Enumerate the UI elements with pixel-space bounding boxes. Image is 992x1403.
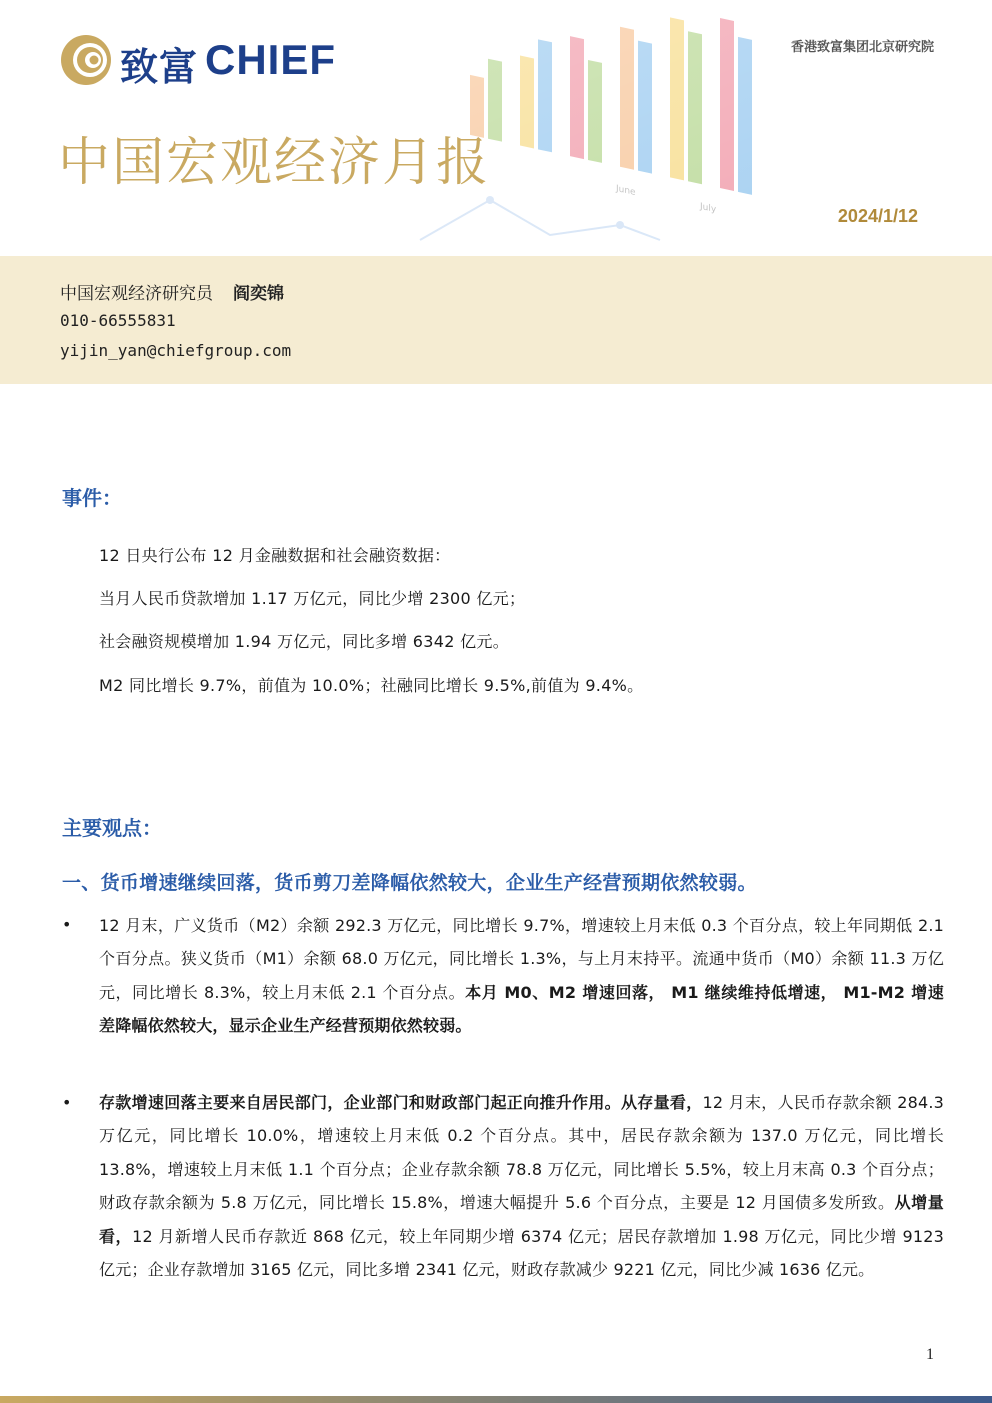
event-line-2: 当月人民币贷款增加 1.17 万亿元，同比少增 2300 亿元； — [99, 589, 526, 608]
event-line-3: 社会融资规模增加 1.94 万亿元，同比多增 6342 亿元。 — [99, 632, 509, 651]
views-subheading: 一、货币增速继续回落，货币剪刀差降幅依然较大，企业生产经营预期依然较弱。 — [62, 872, 757, 894]
deco-month-july: July — [700, 201, 717, 216]
author-name: 阎奕锦 — [233, 284, 284, 304]
logo-text-english: CHIEF — [205, 36, 336, 83]
chief-logo-icon — [60, 34, 112, 86]
deco-month-june: June — [616, 183, 636, 199]
bullet-2-dot: • — [62, 1093, 72, 1112]
bullet-2-text-1: 12 月末，人民币存款余额 284.3 万亿元，同比增长 10.0%，增速较上月末低 0.2 个百分点。其中，居民存款余额为 137.0 万亿元，同比增长 13.8%，增速较上月末低 1.1 个百分点；企业存款余额 78.8 万亿元，同比增长 5.5%，较上月末高 0.3 个百分点；财政存款余额为 5.8 万亿元，同比增长 15.8%，增速大幅提升 5.6 个百分点，主要是 12 月国债多发所致。 — [99, 1093, 945, 1213]
bullet-1-dot: • — [62, 915, 72, 934]
footer-bar — [0, 1396, 992, 1403]
author-line — [60, 279, 284, 304]
event-line-4: M2 同比增长 9.7%，前值为 10.0%；社融同比增长 9.5%,前值为 9.4%。 — [99, 676, 644, 695]
bullet-1-text: 12 月末，广义货币（M2）余额 292.3 万亿元，同比增长 9.7%，增速较上月末低 0.3 个百分点，较上年同期低 2.1 个百分点。狭义货币（M1）余额 68.0 万亿元，同比增长 1.3%，与上月末持平。流通中货币（M0）余额 11.3 万亿元，同比增长 8.3%，较上月末低 2.1 个百分点。 — [99, 916, 944, 1002]
event-line-1: 12 日央行公布 12 月金融数据和社会融资数据： — [99, 546, 451, 565]
views-heading: 主要观点： — [62, 816, 162, 840]
bullet-1-bold: 本月 M0、M2 增速回落， M1 继续维持低增速， M1-M2 增速差降幅依然较大，显示企业生产经营预期依然较弱。 — [99, 982, 944, 1036]
bullet-2-bold-1: 存款增速回落主要来自居民部门，企业部门和财政部门起正向推升作用。从存量看， — [99, 1093, 703, 1112]
logo-text-chinese: 致富 — [120, 45, 199, 89]
bullet-2-bold-2: 从增量看， — [99, 1193, 944, 1246]
report-title: 中国宏观经济月报 — [58, 133, 491, 193]
institute-name: 香港致富集团北京研究院 — [790, 40, 934, 55]
bullet-2-paragraph — [99, 1086, 944, 1286]
author-phone: 010-66555831 — [60, 311, 176, 330]
author-role: 中国宏观经济研究员 — [60, 284, 213, 304]
event-heading: 事件： — [62, 486, 122, 510]
bullet-1-paragraph — [99, 909, 944, 1043]
report-date: 2024/1/12 — [837, 206, 918, 226]
author-email[interactable]: yijin_yan@chiefgroup.com — [60, 341, 292, 360]
bullet-2-text-2: 12 月新增人民币存款近 868 亿元，较上年同期少增 6374 亿元；居民存款增加 1.98 万亿元，同比少增 9123 亿元；企业存款增加 3165 亿元，同比多增 2341 亿元，财政存款减少 9221 亿元，同比少减 1636 亿元。 — [99, 1226, 944, 1280]
page-number: 1 — [926, 1346, 934, 1363]
